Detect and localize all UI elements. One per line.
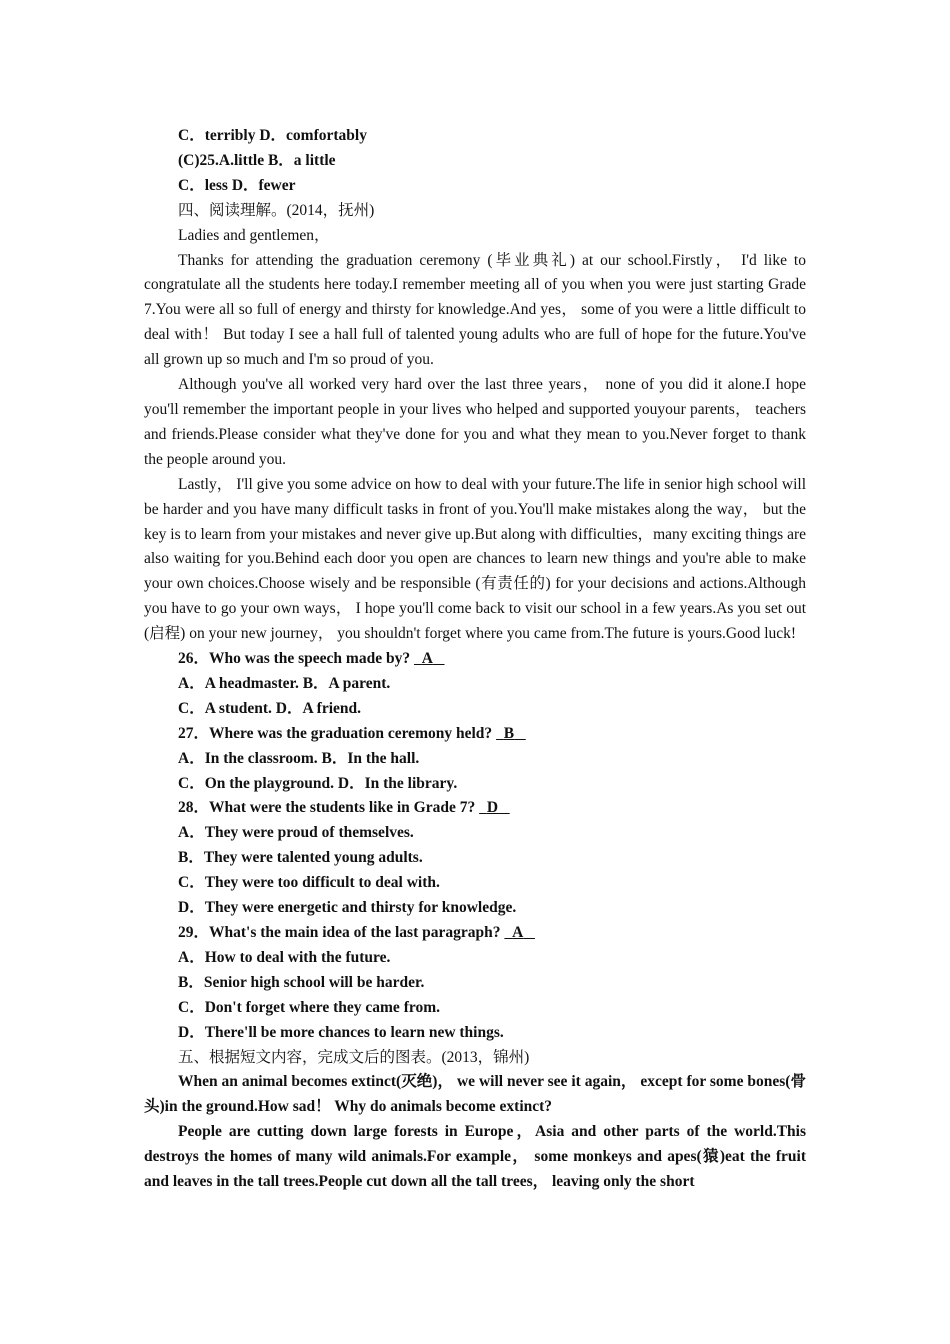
answer-blank [479, 796, 510, 821]
passage-paragraph: Although you've all worked very hard over the last three years， none of you did it alone.I hope you'll remember the important people in your lives who helped and supported youyour parents， teachers and friends.Please consider what they've done for you and what they mean to you.Never forget to thank the people around you. [144, 376, 806, 468]
answer-option: A．A headmaster. B．A parent. [178, 674, 391, 692]
document-page [144, 124, 806, 1195]
question-stem [144, 921, 806, 946]
answer-option: B．Senior high school will be harder. [178, 973, 425, 991]
answer-option: D．There'll be more chances to learn new things. [178, 1023, 504, 1041]
answer-blank [414, 647, 445, 672]
option-line: C．terribly D．comfortably [178, 127, 367, 144]
answer-option: C．A student. D．A friend. [178, 699, 362, 717]
answer-blank [496, 722, 526, 747]
answer-letter: A [512, 924, 524, 941]
question-stem [144, 722, 806, 747]
answer-letter: B [503, 724, 515, 742]
salutation: Ladies and gentlemen， [178, 226, 330, 244]
passage-paragraph: When an animal becomes extinct(灭绝)， we will never see it again， except for some bones(骨头)in the ground.How sad！ Why do animals become extinct? [144, 1073, 806, 1116]
answer-option: A．They were proud of themselves. [178, 824, 414, 842]
passage-paragraph: Lastly， I'll give you some advice on how to deal with your future.The life in senior high school will be harder and you have many difficult tasks in front of you.You'll make mistakes along the way， but the key is to learn from your mistakes and never give up.But along with difficulties，many exciting things are also waiting for you.Behind each door you open are chances to learn new things and you're able to make your own choices.Choose wisely and be responsible (有责任的) for your decisions and actions.Although you have to go your own ways， I hope you'll come back to visit our school in a few years.As you set out (启程) on your new journey， you shouldn't forget where you came from.The future is yours.Good luck! [144, 475, 806, 643]
answer-option: C．On the playground. D．In the library. [178, 774, 458, 792]
answer-option: A．In the classroom. B．In the hall. [178, 749, 420, 767]
question-text: 29．What's the main idea of the last paragraph? [178, 924, 501, 941]
answer-option: C．They were too difficult to deal with. [178, 874, 440, 892]
answer-option: D．They were energetic and thirsty for knowledge. [178, 899, 517, 917]
passage-paragraph: Thanks for attending the graduation ceremony (毕业典礼) at our school.Firstly， I'd like to congratulate all the students here today.I remember meeting all of you when you were just starting Grade 7.You were all so full of energy and thirsty for knowledge.And yes， some of you were a little difficult to deal with！ But today I see a hall full of talented young adults who are full of hope for the future.You've all grown up so much and I'm so proud of you. [144, 251, 806, 369]
answer-blank [504, 921, 535, 946]
answer-option: C．Don't forget where they came from. [178, 998, 440, 1016]
answer-letter: D [486, 799, 499, 817]
option-line: (C)25.A.little B．a little [178, 151, 336, 169]
question-text: 26．Who was the speech made by? [178, 650, 411, 668]
question-stem [144, 647, 806, 672]
question-text: 27．Where was the graduation ceremony held? [178, 724, 493, 742]
section-heading: 四、阅读理解。(2014，抚州) [178, 201, 375, 219]
option-line: C．less D．fewer [178, 176, 296, 194]
answer-option: B．They were talented young adults. [178, 849, 423, 867]
passage-paragraph: People are cutting down large forests in Europe，Asia and other parts of the world.This destroys the homes of many wild animals.For example， some monkeys and apes(猿)eat the fruit and leaves in the tall trees.People cut down all the tall trees， leaving only the short [144, 1123, 806, 1191]
question-stem [144, 796, 806, 821]
section-heading: 五、根据短文内容，完成文后的图表。(2013，锦州) [178, 1048, 530, 1066]
question-text: 28．What were the students like in Grade 7? [178, 799, 476, 817]
answer-option: A．How to deal with the future. [178, 948, 391, 966]
answer-letter: A [421, 650, 433, 668]
